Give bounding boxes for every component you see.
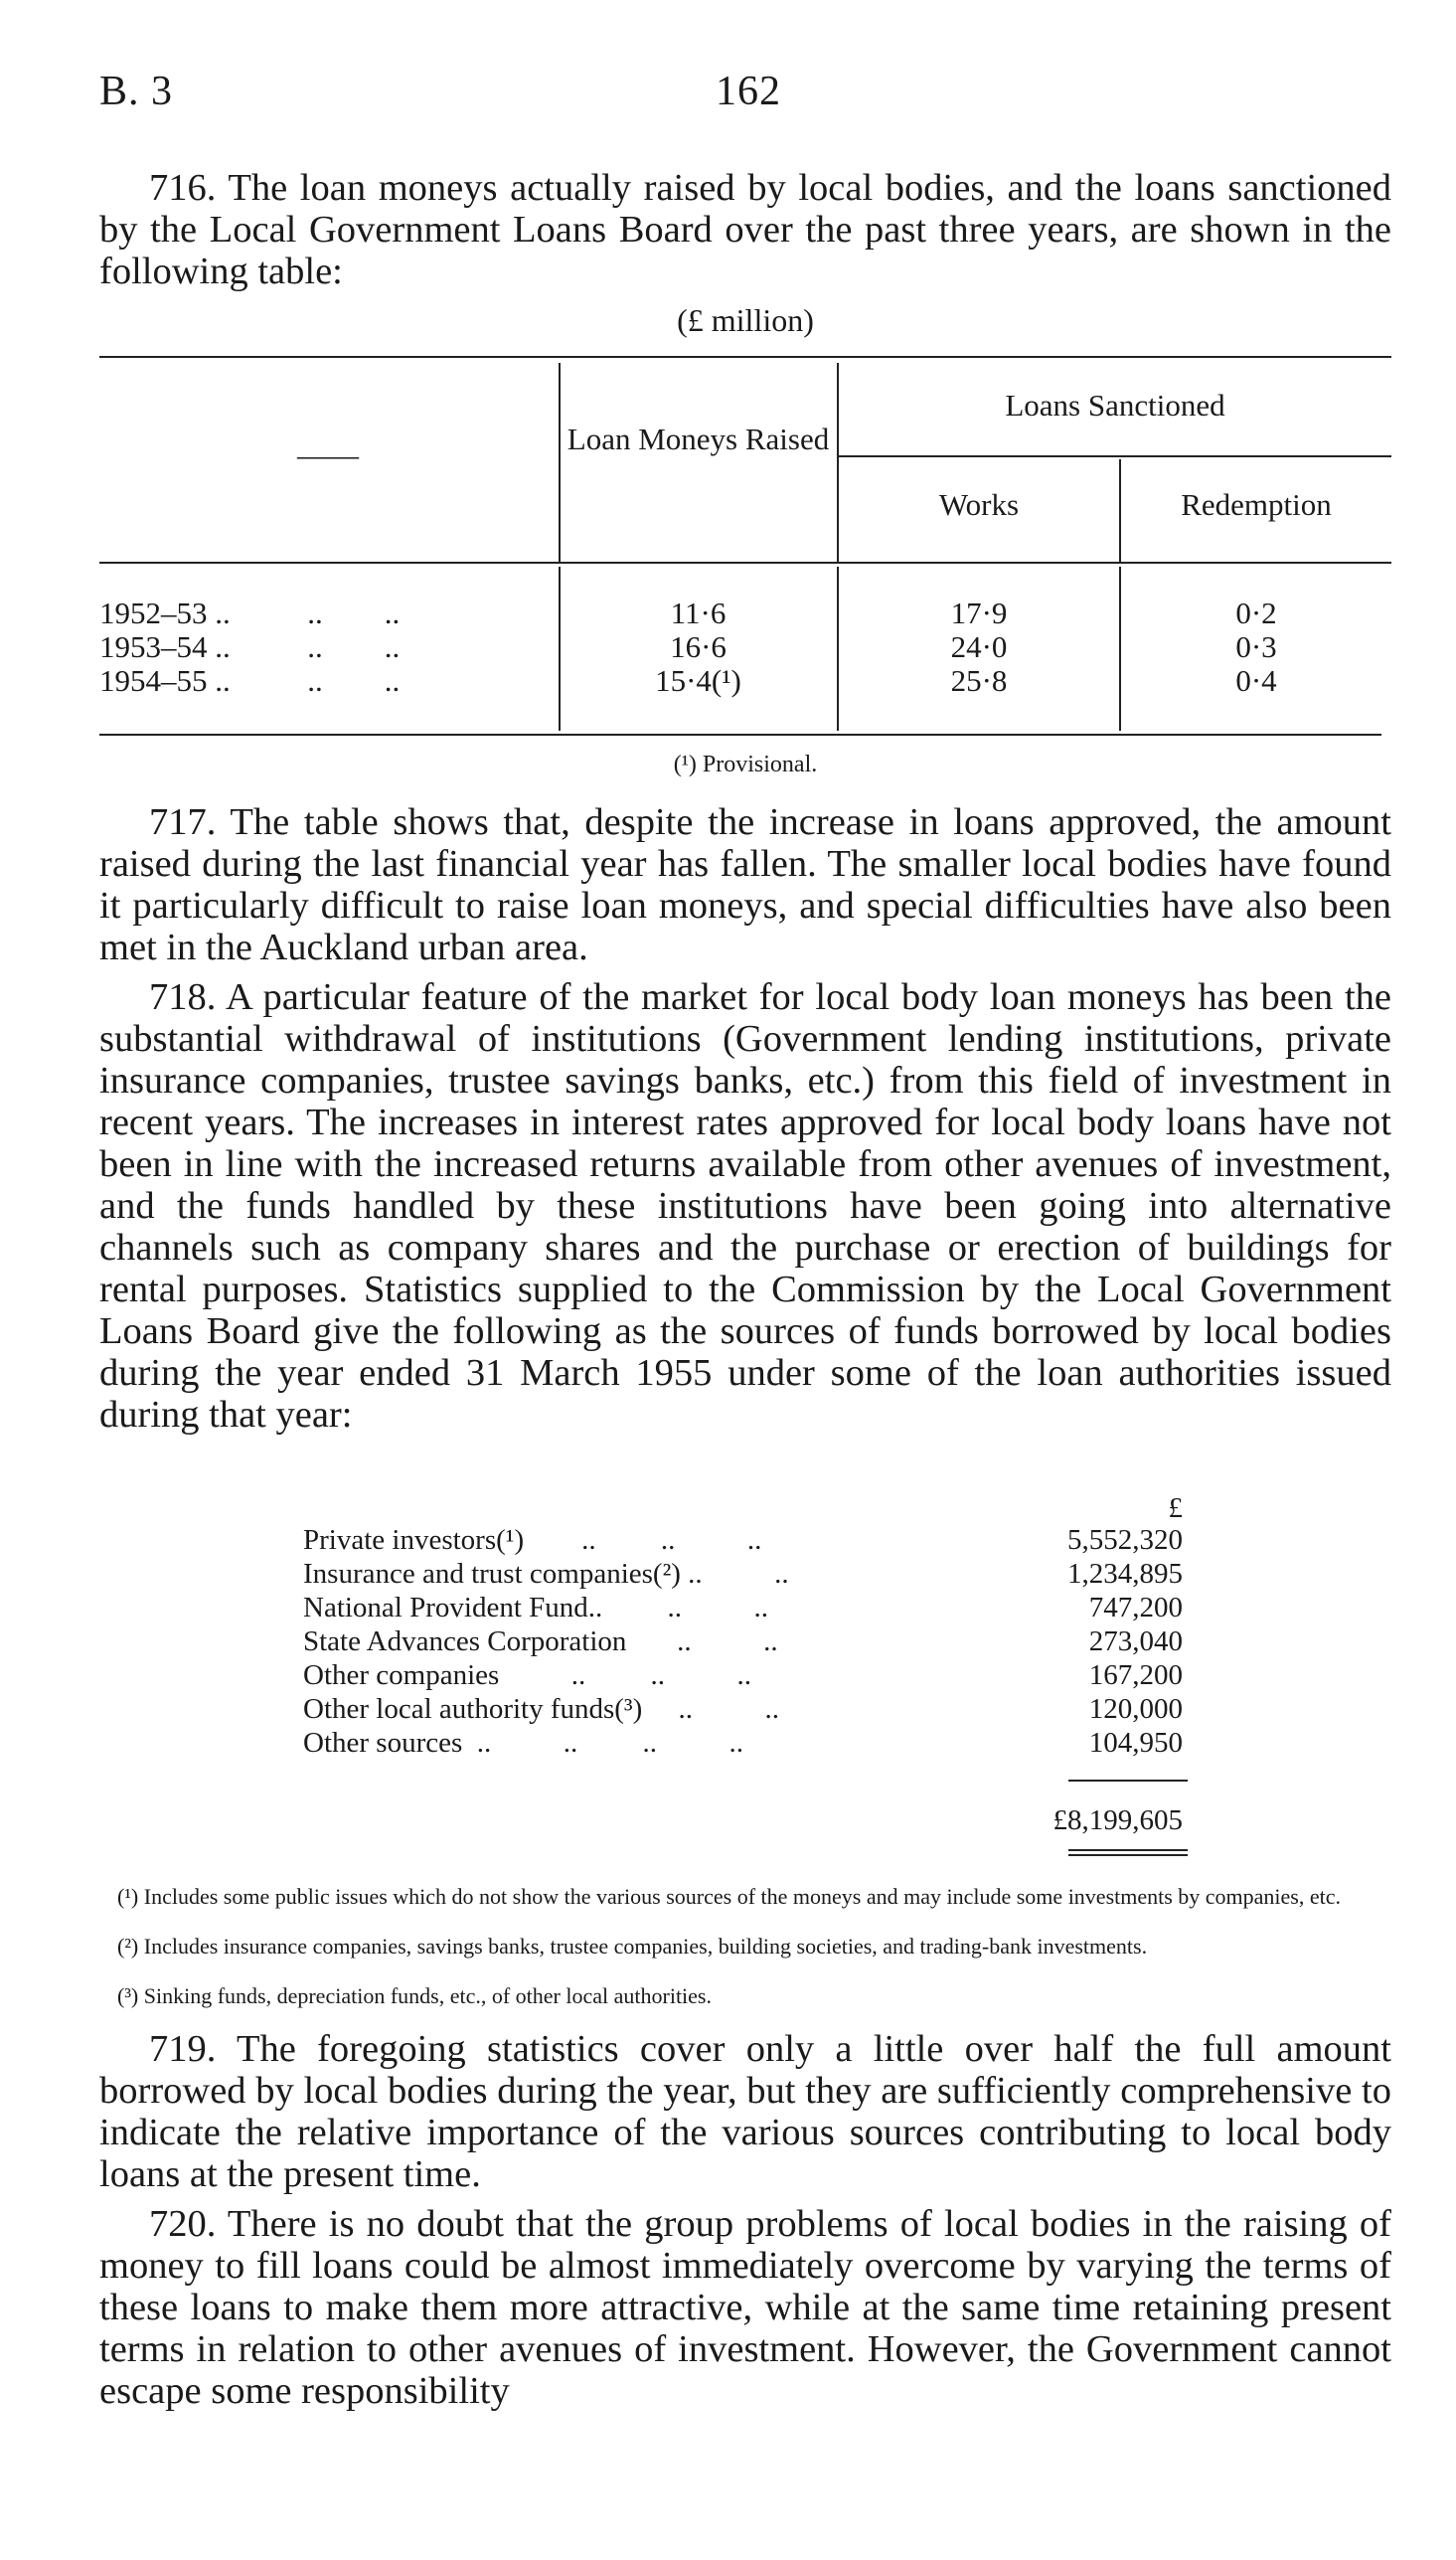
row-year: 1952–53 .. .. ..: [99, 596, 401, 630]
table-col-rule: [559, 363, 561, 562]
source-label: Insurance and trust companies(²) .. ..: [303, 1558, 789, 1590]
currency-symbol: £: [1168, 1492, 1183, 1524]
source-label: National Provident Fund.. .. ..: [303, 1592, 769, 1623]
table-stub-header: ——: [297, 437, 359, 472]
source-amount: 273,040: [1088, 1625, 1183, 1657]
paragraph-719: 719. The foregoing statistics cover only a little over half the full amount borrowed by local bodies during the year, but they are sufficiently comprehensive to indicate the relative importance of the various sources contributing to local body loans at the present time.: [99, 2028, 1391, 2195]
total-double-rule: [1068, 1849, 1188, 1851]
page-number: 162: [716, 69, 781, 114]
source-note: (²) Includes insurance companies, savings banks, trustee companies, building societies, and trading-bank investments.: [117, 1934, 1148, 1959]
source-note: (¹) Includes some public issues which do not show the various sources of the moneys and may include some investments by companies, etc.: [117, 1884, 1342, 1909]
source-label: Private investors(¹) .. .. ..: [303, 1524, 762, 1556]
row-year: 1954–55 .. .. ..: [99, 663, 401, 698]
cell-works: 24·0: [950, 629, 1008, 664]
total-rule: [1068, 1780, 1188, 1782]
source-amount: 5,552,320: [1067, 1524, 1183, 1556]
table-col-rule: [559, 567, 561, 731]
cell-works: 25·8: [950, 663, 1008, 698]
source-amount: 747,200: [1088, 1592, 1183, 1623]
row-year: 1953–54 .. .. ..: [99, 629, 401, 664]
col-header-loan-moneys-raised: Loan Moneys Raised: [566, 422, 830, 456]
paragraph-717: 717. The table shows that, despite the increase in loans approved, the amount raised during the last financial year has fallen. The smaller local bodies have found it particularly difficult to raise loan moneys, and special difficulties have also been met in the Auckland urban area.: [99, 801, 1391, 968]
source-label: State Advances Corporation .. ..: [303, 1625, 778, 1657]
source-amount: 104,950: [1088, 1727, 1183, 1759]
source-label: Other companies .. .. ..: [303, 1659, 752, 1691]
table-unit: (£ million): [677, 302, 814, 338]
source-amount: 167,200: [1088, 1659, 1183, 1691]
cell-raised: 15·4(¹): [655, 663, 741, 698]
cell-raised: 16·6: [670, 629, 727, 664]
source-label: Other local authority funds(³) .. ..: [303, 1693, 780, 1725]
cell-redemption: 0·4: [1235, 663, 1277, 698]
cell-works: 17·9: [950, 596, 1008, 630]
total-amount: £8,199,605: [1052, 1804, 1183, 1836]
total-double-rule: [1068, 1854, 1188, 1856]
paragraph-720: 720. There is no doubt that the group problems of local bodies in the raising of money to fill loans could be almost immediately overcome by varying the terms of these loans to make them more attractive, while at the same time retaining present terms in relation to other avenues of investment. However, the Government cannot escape some responsibility: [99, 2203, 1391, 2412]
table-group-rule: [839, 455, 1391, 457]
source-amount: 120,000: [1088, 1693, 1183, 1725]
paragraph-718: 718. A particular feature of the market for local body loan moneys has been the substantial withdrawal of institutions (Government lending institutions, private insurance companies, trustee savings banks, etc.) from this field of investment in recent years. The increases in interest rates approved for local body loans have not been in line with the increased returns available from other avenues of investment, and the funds handled by these institutions have been going into alternative channels such as company shares and the purchase or erection of buildings for rental purposes. Statistics supplied to the Commission by the Local Government Loans Board give the following as the sources of funds borrowed by local bodies during the year ended 31 March 1955 under some of the loan authorities issued during that year:: [99, 976, 1391, 1436]
col-header-loans-sanctioned: Loans Sanctioned: [1005, 388, 1225, 423]
series-code: B. 3: [99, 69, 174, 114]
paragraph-716: 716. The loan moneys actually raised by local bodies, and the loans sanctioned by the Local Government Loans Board over the past three years, are shown in the following table:: [99, 167, 1391, 292]
table-footnote: (¹) Provisional.: [673, 752, 818, 777]
cell-redemption: 0·3: [1235, 629, 1277, 664]
source-note: (³) Sinking funds, depreciation funds, etc., of other local authorities.: [117, 1983, 712, 2008]
col-header-works: Works: [938, 487, 1020, 522]
table-bottom-rule: [99, 734, 1381, 736]
col-header-redemption: Redemption: [1181, 487, 1332, 522]
table-top-rule: [99, 356, 1391, 358]
cell-redemption: 0·2: [1235, 596, 1277, 630]
cell-raised: 11·6: [670, 596, 727, 630]
table-header-rule: [99, 562, 1391, 564]
source-amount: 1,234,895: [1067, 1558, 1183, 1590]
source-label: Other sources .. .. .. ..: [303, 1727, 744, 1759]
